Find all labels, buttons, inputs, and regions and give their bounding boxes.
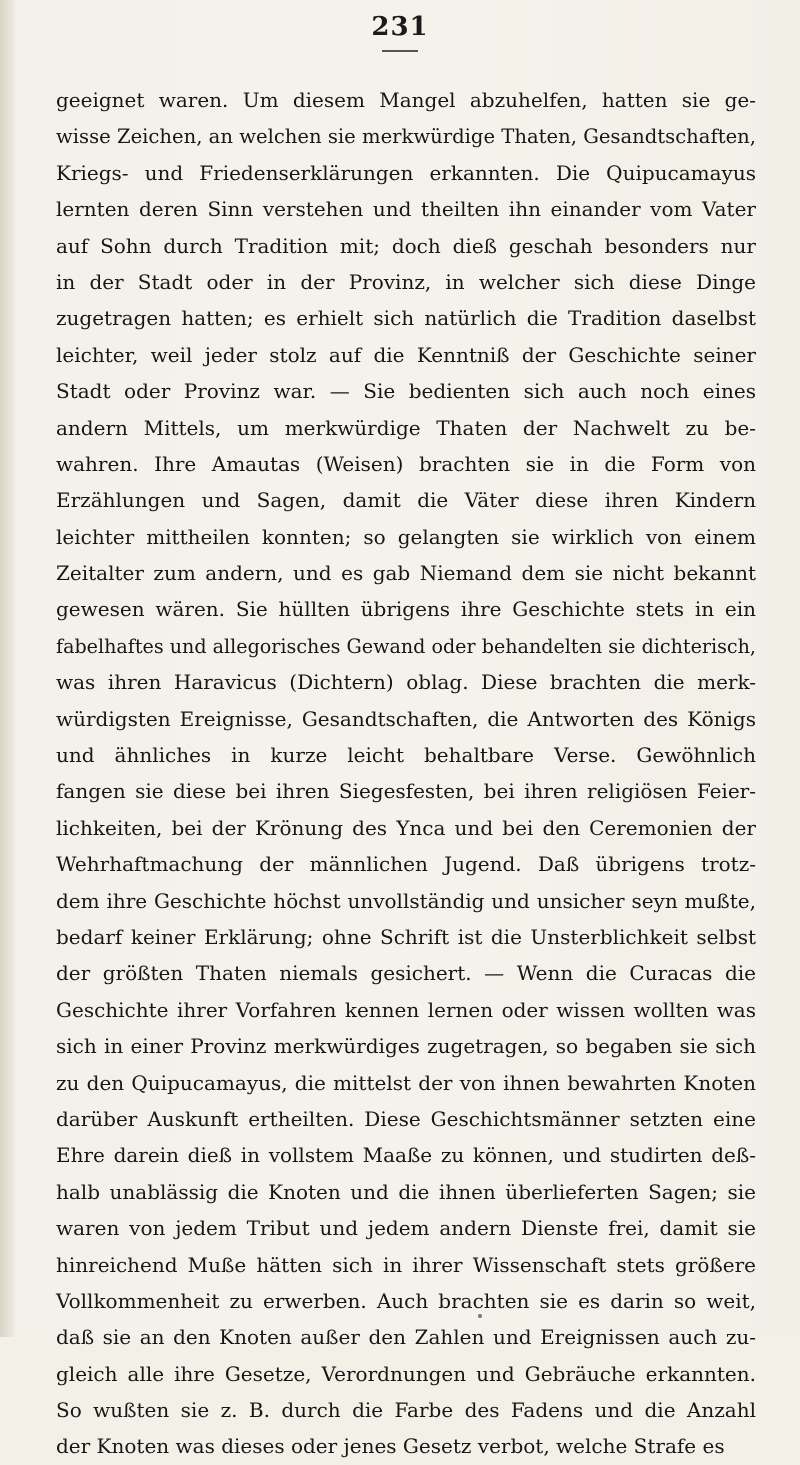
text-line: gleich alle ihre Gesetze, Verordnungen und Gebräuche erkannten. bbox=[56, 1361, 756, 1386]
text-line: hinreichend Muße hätten sich in ihrer Wissenschaft stets größere bbox=[56, 1252, 756, 1277]
text-line: Ehre darein dieß in vollstem Maaße zu können, und studirten deß- bbox=[56, 1143, 756, 1168]
text-line: auf Sohn durch Tradition mit; doch dieß geschah besonders nur bbox=[56, 233, 756, 258]
page-gutter-shadow bbox=[0, 0, 14, 1337]
text-line: geeignet waren. Um diesem Mangel abzuhelfen, hatten sie ge- bbox=[56, 88, 756, 112]
text-line: wahren. Ihre Amautas (Weisen) brachten sie in die Form von bbox=[56, 451, 756, 476]
paper-speck bbox=[478, 1314, 482, 1318]
text-line: sich in einer Provinz merkwürdiges zugetragen, so begaben sie sich bbox=[56, 1034, 756, 1059]
text-line: dem ihre Geschichte höchst unvollständig und unsicher seyn mußte, bbox=[56, 888, 756, 913]
text-line: fangen sie diese bei ihren Siegesfesten, bei ihren religiösen Feier- bbox=[56, 779, 756, 804]
text-line: andern Mittels, um merkwürdige Thaten der Nachwelt zu be- bbox=[56, 415, 756, 440]
text-line: leichter mittheilen konnten; so gelangten sie wirklich von einem bbox=[56, 524, 756, 549]
text-line: Geschichte ihrer Vorfahren kennen lernen oder wissen wollten was bbox=[56, 997, 756, 1022]
text-line: wisse Zeichen, an welchen sie merkwürdige Thaten, Gesandtschaften, bbox=[56, 124, 756, 149]
text-line: lernten deren Sinn verstehen und theilten ihn einander vom Vater bbox=[56, 197, 756, 222]
text-line: darüber Auskunft ertheilten. Diese Geschichtsmänner setzten eine bbox=[56, 1106, 756, 1131]
text-line: Wehrhaftmachung der männlichen Jugend. Daß übrigens trotz- bbox=[56, 852, 756, 877]
text-line: gewesen wären. Sie hüllten übrigens ihre Geschichte stets in ein bbox=[56, 597, 756, 622]
text-line: der größten Thaten niemals gesichert. — Wenn die Curacas die bbox=[56, 961, 756, 986]
text-line: lichkeiten, bei der Krönung des Ynca und bei den Ceremonien der bbox=[56, 815, 756, 840]
text-line: Vollkommenheit zu erwerben. Auch brachten sie es darin so weit, bbox=[56, 1288, 756, 1313]
text-line: zugetragen hatten; es erhielt sich natürlich die Tradition daselbst bbox=[56, 306, 756, 331]
body-text bbox=[56, 82, 756, 1465]
page-number: 231 bbox=[371, 12, 429, 42]
text-line: würdigsten Ereignisse, Gesandtschaften, die Antworten des Königs bbox=[56, 706, 756, 731]
text-line: in der Stadt oder in der Provinz, in welcher sich diese Dinge bbox=[56, 269, 756, 294]
text-line: was ihren Haravicus (Dichtern) oblag. Diese brachten die merk- bbox=[56, 670, 756, 695]
text-line: So wußten sie z. B. durch die Farbe des Fadens und die Anzahl bbox=[56, 1398, 756, 1423]
text-line: und ähnliches in kurze leicht behaltbare Verse. Gewöhnlich bbox=[56, 743, 756, 768]
text-line: Stadt oder Provinz war. — Sie bedienten sich auch noch eines bbox=[56, 379, 756, 404]
text-line: Zeitalter zum andern, und es gab Niemand dem sie nicht bekannt bbox=[56, 561, 756, 586]
text-line: bedarf keiner Erklärung; ohne Schrift ist die Unsterblichkeit selbst bbox=[56, 924, 756, 949]
text-line: halb unablässig die Knoten und die ihnen überlieferten Sagen; sie bbox=[56, 1179, 756, 1204]
text-line: der Knoten was dieses oder jenes Gesetz verbot, welche Strafe es bbox=[56, 1434, 725, 1459]
header-rule bbox=[382, 50, 418, 52]
text-line: Erzählungen und Sagen, damit die Väter diese ihren Kindern bbox=[56, 488, 756, 513]
text-line: leichter, weil jeder stolz auf die Kenntniß der Geschichte seiner bbox=[56, 342, 756, 367]
text-line: Kriegs- und Friedenserklärungen erkannten. Die Quipucamayus bbox=[56, 160, 756, 185]
text-line: fabelhaftes und allegorisches Gewand oder behandelten sie dichterisch, bbox=[56, 633, 756, 658]
text-line: waren von jedem Tribut und jedem andern Dienste frei, damit sie bbox=[56, 1216, 756, 1241]
text-line: daß sie an den Knoten außer den Zahlen und Ereignissen auch zu- bbox=[56, 1325, 756, 1350]
text-line: zu den Quipucamayus, die mittelst der von ihnen bewahrten Knoten bbox=[56, 1070, 756, 1095]
